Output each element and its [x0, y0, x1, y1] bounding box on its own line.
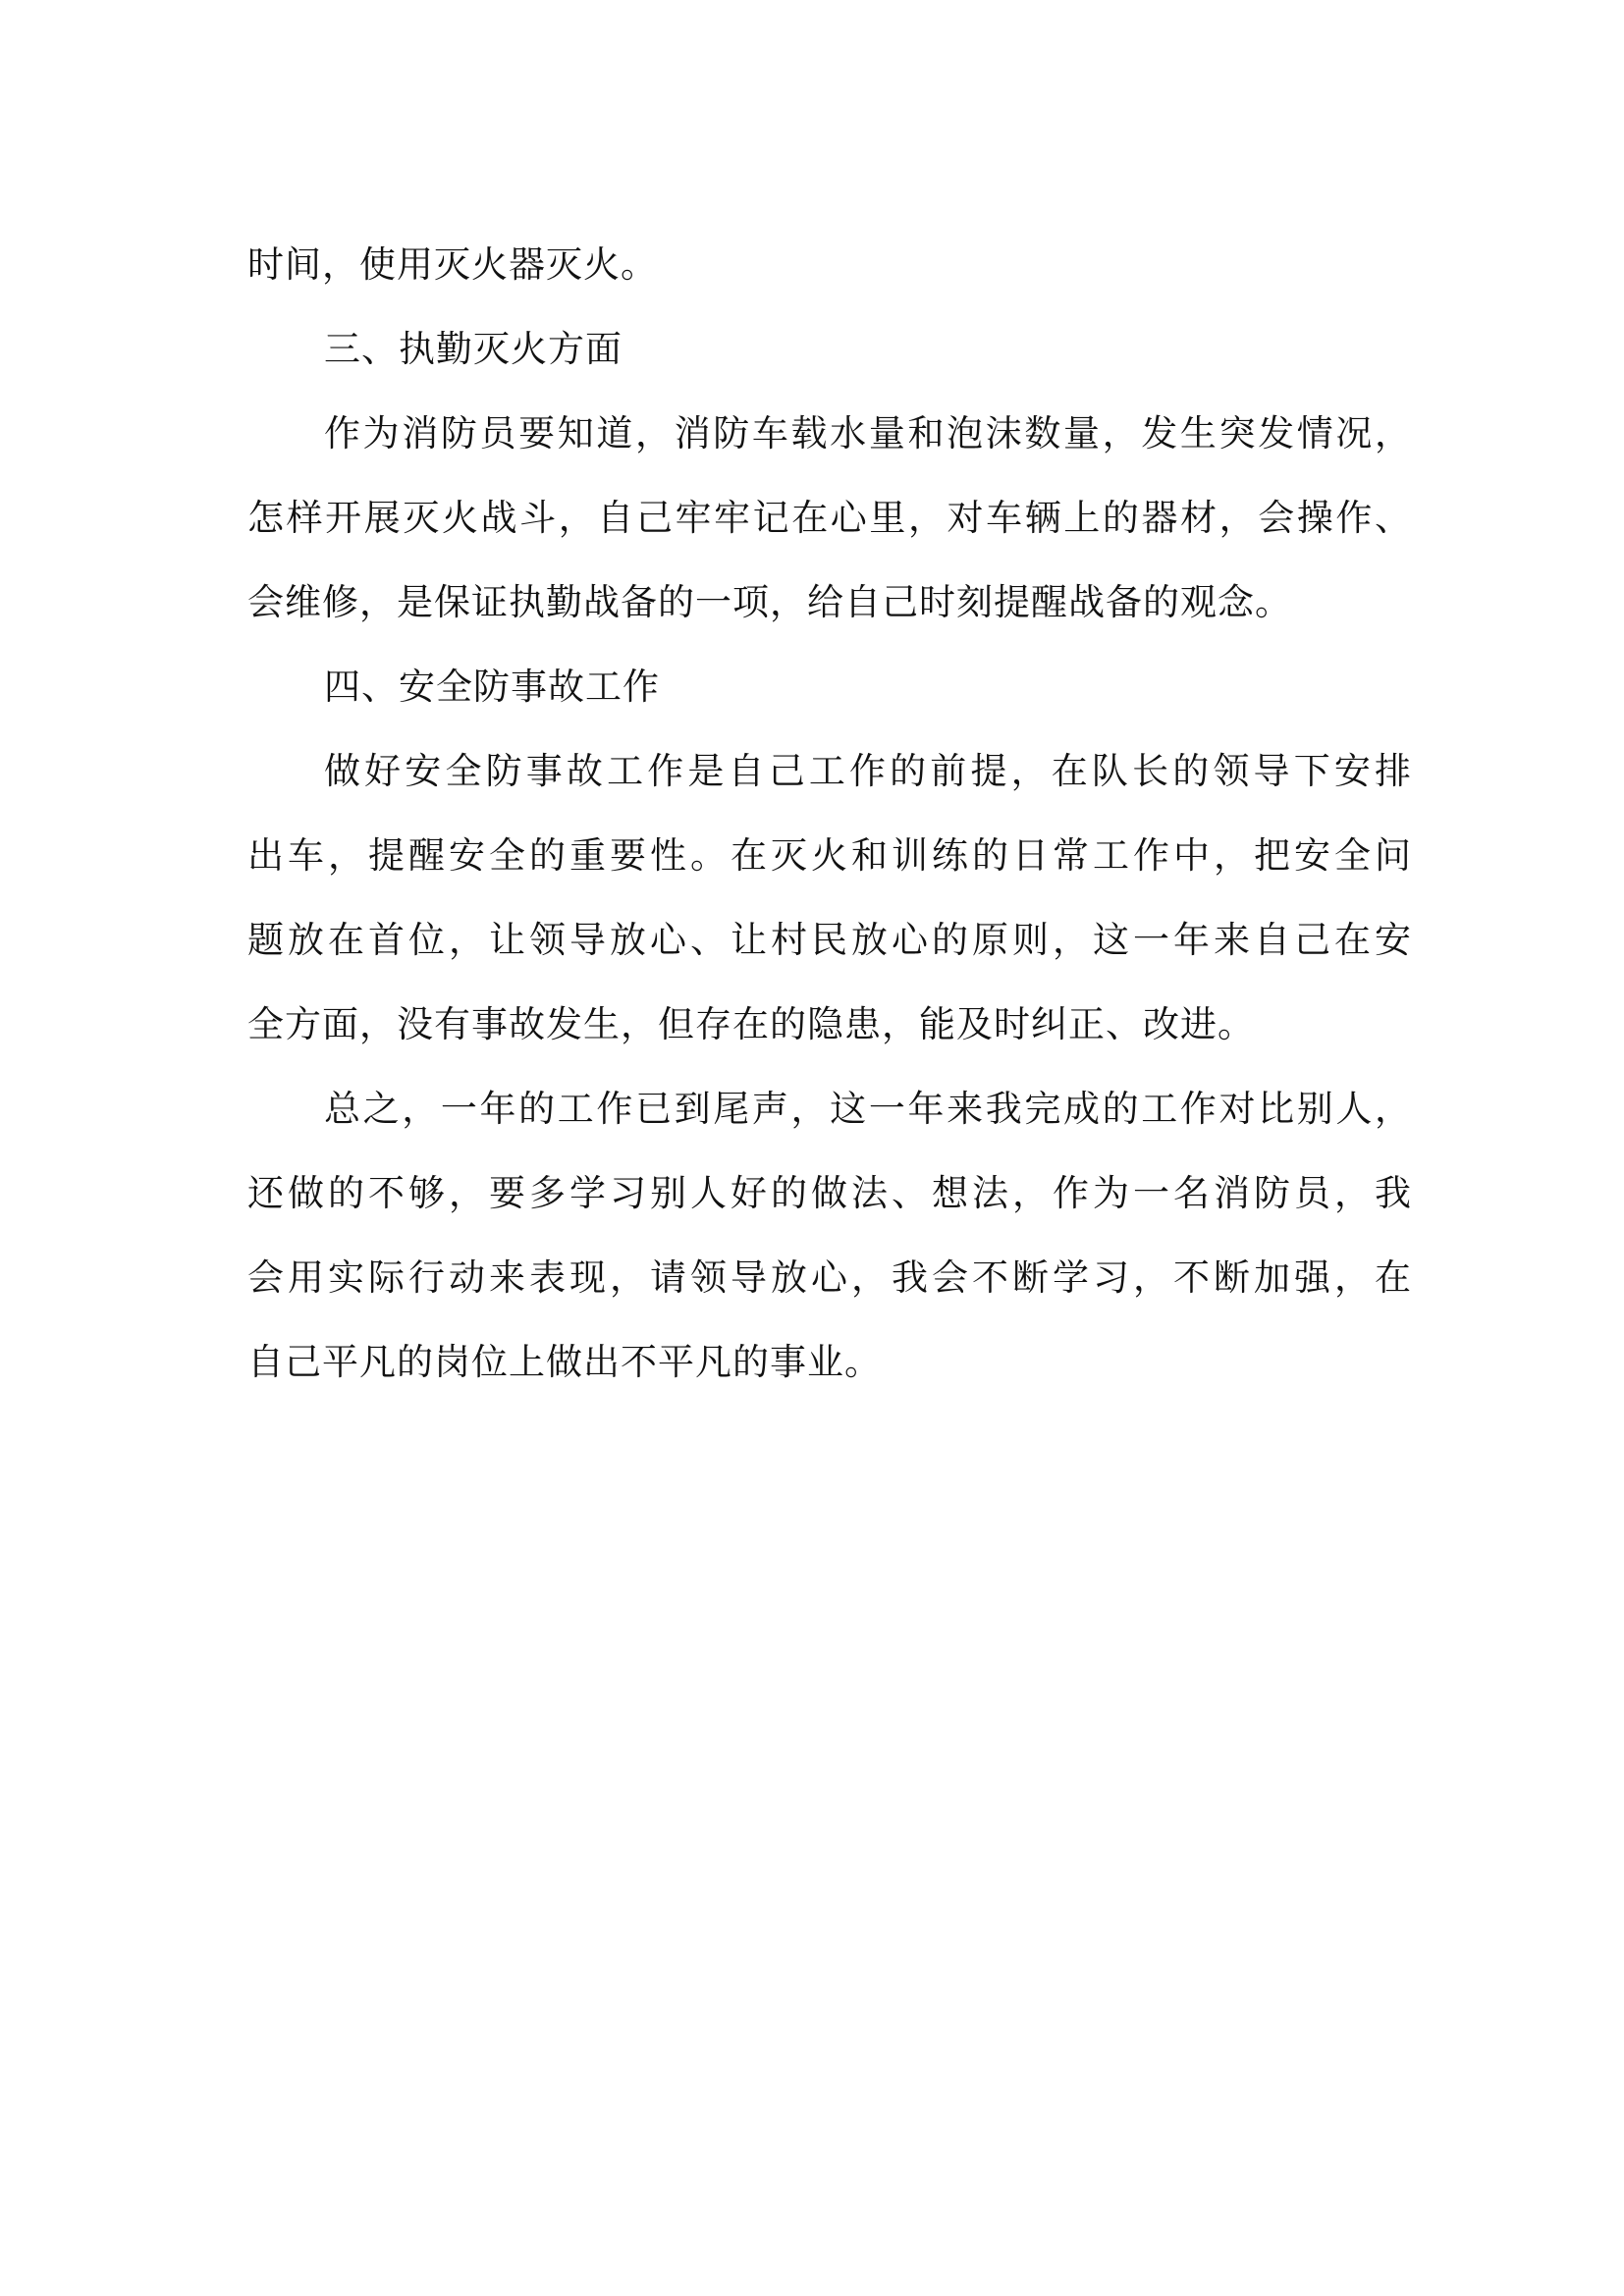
paragraph-line: 总之，一年的工作已到尾声，这一年来我完成的工作对比别人， — [324, 1088, 1411, 1130]
paragraph-line: 会用实际行动来表现，请领导放心，我会不断学习，不断加强，在 — [247, 1256, 1411, 1299]
paragraph-line: 怎样开展灭火战斗，自己牢牢记在心里，对车辆上的器材，会操作、 — [247, 497, 1411, 539]
paragraph-line: 自己平凡的岗位上做出不平凡的事业。 — [247, 1341, 882, 1383]
paragraph-line: 时间，使用灭火器灭火。 — [247, 243, 658, 286]
section-heading-duty: 三、执勤灭火方面 — [324, 328, 623, 370]
paragraph-line: 全方面，没有事故发生，但存在的隐患，能及时纠正、改进。 — [247, 1003, 1255, 1045]
section-heading-safety: 四、安全防事故工作 — [324, 666, 660, 708]
paragraph-line: 还做的不够，要多学习别人好的做法、想法，作为一名消防员，我 — [247, 1172, 1411, 1214]
paragraph-line: 作为消防员要知道，消防车载水量和泡沫数量，发生突发情况， — [324, 412, 1411, 454]
paragraph-line: 题放在首位，让领导放心、让村民放心的原则，这一年来自己在安 — [247, 919, 1411, 961]
paragraph-line: 做好安全防事故工作是自己工作的前提，在队长的领导下安排 — [324, 750, 1411, 792]
document-body — [247, 223, 1411, 1405]
paragraph-line: 出车，提醒安全的重要性。在灭火和训练的日常工作中，把安全问 — [247, 834, 1411, 877]
paragraph-line: 会维修，是保证执勤战备的一项，给自己时刻提醒战备的观念。 — [247, 581, 1292, 623]
